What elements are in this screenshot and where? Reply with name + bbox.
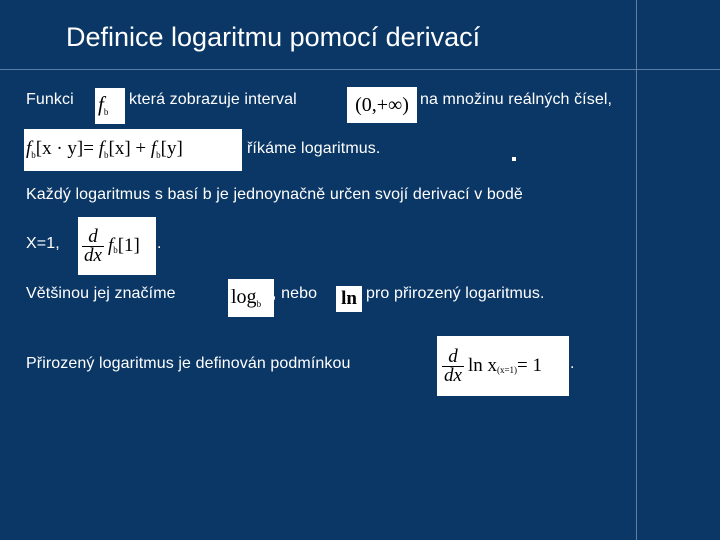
text-or: , nebo bbox=[272, 285, 318, 302]
text-interval-intro: která zobrazuje interval bbox=[129, 91, 297, 108]
horizontal-rule bbox=[0, 69, 720, 70]
formula-fb bbox=[95, 88, 125, 124]
vertical-rule bbox=[636, 0, 637, 540]
text-usually-denote: Většinou jej značíme bbox=[26, 285, 176, 302]
formula-derivative-fb: $\frac{d}{dx}$ f b [1] bbox=[78, 217, 156, 275]
text-rikame-logaritmus: říkáme logaritmus. bbox=[247, 140, 381, 157]
text-x-equals-1: X=1, bbox=[26, 235, 60, 252]
formula-ln: ln bbox=[336, 286, 362, 312]
text-natural-log: pro přirozený logaritmus. bbox=[366, 285, 545, 302]
formula-fb-sub: b bbox=[103, 107, 109, 117]
slide-title: Definice logaritmu pomocí derivací bbox=[66, 22, 481, 52]
text-real-numbers: na množinu reálných čísel, bbox=[420, 91, 613, 108]
fraction-d-dx-ln: $\frac{d}{dx}$ bbox=[444, 345, 462, 386]
text-period-1: . bbox=[157, 235, 162, 252]
formula-functional-equation: $f_b[x \cdot y]= f_b[x] + f_b[y]$ bbox=[24, 129, 242, 171]
formula-logb: $\log_b$ bbox=[228, 279, 274, 317]
formula-derivative-ln: $\frac{d}{dx}$ ln x (x=1) = 1 bbox=[437, 336, 569, 396]
formula-fb-f: f bbox=[98, 92, 104, 116]
text-period-2: . bbox=[570, 355, 575, 372]
formula-interval: (0,+∞) bbox=[347, 87, 417, 123]
text-funkci: Funkci bbox=[26, 91, 74, 108]
fraction-d-dx: $\frac{d}{dx}$ bbox=[84, 225, 102, 266]
text-natural-log-defined: Přirozený logaritmus je definován podmínkou bbox=[26, 355, 351, 372]
text-each-logarithm: Každý logaritmus s basí b je jednoynačně určen svojí derivací v bodě bbox=[26, 186, 523, 203]
bullet-dot bbox=[512, 157, 516, 161]
